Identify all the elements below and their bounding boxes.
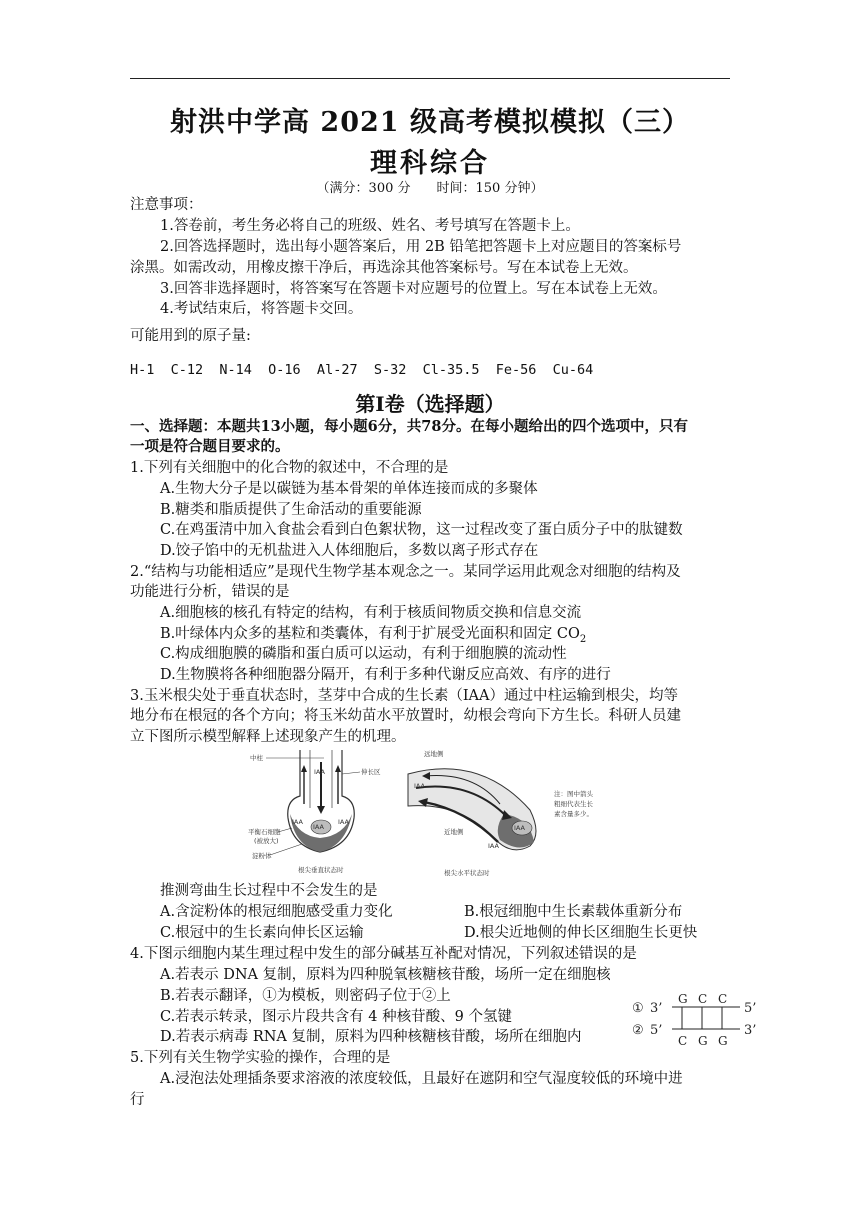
q3-stem-c: 立下图所示模型解释上述现象产生的机理。 bbox=[130, 729, 406, 745]
strand1-base-2: C bbox=[698, 992, 708, 1006]
strand1-base-3: C bbox=[718, 992, 728, 1006]
strand1-left-end: 3’ bbox=[650, 1001, 663, 1016]
q3-stem-b: 地分布在根冠的各个方向；将玉米幼苗水平放置时，幼根会弯向下方生长。科研人员建 bbox=[130, 708, 681, 724]
base-pairing-diagram bbox=[632, 990, 768, 1046]
label-pinghengshi: 平衡石细胞 bbox=[248, 828, 281, 836]
exam-title: 射洪中学高 2021 级高考模拟模拟（三） bbox=[170, 107, 690, 138]
root-horizontal-diagram bbox=[408, 749, 594, 877]
exam-info: （满分：300 分 时间：150 分钟） bbox=[316, 181, 544, 196]
strand2-right-end: 3’ bbox=[744, 1023, 757, 1038]
atomic-heading: 可能用到的原子量: bbox=[130, 328, 251, 344]
label-iaa-tip: IAA bbox=[514, 824, 525, 832]
q3-option-c: C.根冠中的生长素向伸长区运输 bbox=[160, 925, 364, 941]
q1-option-d: D.饺子馅中的无机盐进入人体细胞后，多数以离子形式存在 bbox=[160, 543, 539, 559]
label-zhongzhu: 中柱 bbox=[250, 754, 263, 762]
notes-heading: 注意事项： bbox=[130, 197, 203, 213]
label-iaa-lower: IAA bbox=[488, 842, 499, 850]
q3-option-d: D.根尖近地侧的伸长区细胞生长更快 bbox=[464, 925, 698, 941]
q4-option-a: A.若表示 DNA 复制，原料为四种脱氧核糖核苷酸，场所一定在细胞核 bbox=[160, 967, 611, 983]
label-iaa-upper: IAA bbox=[414, 782, 425, 790]
atomic-masses: H-1 C-12 N-14 O-16 Al-27 S-32 Cl-35.5 Fe-56 Cu-64 bbox=[130, 362, 594, 378]
strand2-label: ② bbox=[632, 1023, 644, 1038]
section-title: 第Ⅰ卷（选择题） bbox=[355, 392, 505, 416]
root-iaa-figure bbox=[248, 748, 618, 880]
q1-stem: 1.下列有关细胞中的化合物的叙述中，不合理的是 bbox=[130, 460, 449, 476]
q2-option-d: D.生物膜将各种细胞器分隔开，有利于多种代谢反应高效、有序的进行 bbox=[160, 667, 611, 683]
label-fangda: (被放大) bbox=[254, 837, 279, 845]
q2-option-b-text: B.叶绿体内众多的基粒和类囊体，有利于扩展受光面积和固定 CO bbox=[160, 626, 580, 642]
q5-stem: 5.下列有关生物学实验的操作，合理的是 bbox=[130, 1050, 391, 1066]
label-iaa-center: IAA bbox=[313, 823, 324, 831]
caption-vertical: 根尖垂直状态时 bbox=[298, 866, 344, 874]
q3-stem-a: 3.玉米根尖处于垂直状态时，茎芽中合成的生长素（IAA）通过中柱运输到根尖，均等 bbox=[130, 688, 679, 704]
strand1-right-end: 5’ bbox=[744, 1001, 757, 1016]
strand2-base-1: C bbox=[678, 1034, 688, 1046]
section-intro-a: 一、选择题：本题共13小题，每小题6分，共78分。在每小题给出的四个选项中，只有 bbox=[130, 418, 688, 435]
strand2-left-end: 5’ bbox=[650, 1023, 663, 1038]
q5-option-a-line2: 行 bbox=[130, 1092, 145, 1108]
q2-stem-b: 功能进行分析，错误的是 bbox=[130, 584, 290, 600]
strand1-label: ① bbox=[632, 1001, 644, 1016]
note-2b: 涂黑。如需改动，用橡皮擦干净后，再选涂其他答案标号。写在本试卷上无效。 bbox=[130, 260, 638, 276]
label-iaa-top: IAA bbox=[314, 768, 325, 776]
label-iaa-left: IAA bbox=[292, 818, 303, 826]
q4-option-d: D.若表示病毒 RNA 复制，原料为四种核糖核苷酸，场所在细胞内 bbox=[160, 1029, 582, 1045]
note-line-1: 注：图中箭头 bbox=[554, 790, 593, 798]
header-rule bbox=[130, 78, 730, 79]
q2-option-c: C.构成细胞膜的磷脂和蛋白质可以运动，有利于细胞膜的流动性 bbox=[160, 646, 567, 662]
label-jindice: 近地侧 bbox=[444, 828, 464, 836]
caption-horizontal: 根尖水平状态时 bbox=[444, 869, 490, 877]
section-intro-b: 一项是符合题目要求的。 bbox=[130, 438, 290, 455]
q1-option-b: B.糖类和脂质提供了生命活动的重要能源 bbox=[160, 502, 422, 518]
q1-option-c: C.在鸡蛋清中加入食盐会看到白色絮状物，这一过程改变了蛋白质分子中的肽键数 bbox=[160, 522, 683, 538]
note-1: 1.答卷前，考生务必将自己的班级、姓名、考号填写在答题卡上。 bbox=[160, 218, 580, 234]
note-4: 4.考试结束后，将答题卡交回。 bbox=[160, 301, 363, 317]
q3-option-a: A.含淀粉体的根冠细胞感受重力变化 bbox=[160, 904, 393, 920]
q4-option-b: B.若表示翻译，①为模板，则密码子位于②上 bbox=[160, 988, 451, 1004]
label-iaa-right: IAA bbox=[338, 818, 349, 826]
label-shenchangqu: 伸长区 bbox=[361, 768, 381, 776]
q1-option-a: A.生物大分子是以碳链为基本骨架的单体连接而成的多聚体 bbox=[160, 481, 538, 497]
note-3: 3.回答非选择题时，将答案写在答题卡对应题号的位置上。写在本试卷上无效。 bbox=[160, 281, 667, 297]
exam-subject: 理科综合 bbox=[370, 148, 490, 179]
q4-option-c: C.若表示转录，图示片段共含有 4 种核苷酸、9 个氢键 bbox=[160, 1009, 512, 1025]
strand1-base-1: G bbox=[678, 992, 688, 1006]
label-yuandice: 远地侧 bbox=[424, 750, 444, 758]
strand2-base-3: G bbox=[718, 1034, 728, 1046]
q3-prompt: 推测弯曲生长过程中不会发生的是 bbox=[160, 883, 378, 899]
q2-option-a: A.细胞核的核孔有特定的结构，有利于核质间物质交换和信息交流 bbox=[160, 605, 582, 621]
note-line-2: 粗细代表生长 bbox=[554, 800, 593, 808]
note-line-3: 素含量多少。 bbox=[554, 810, 593, 818]
q2-stem-a: 2.“结构与功能相适应”是现代生物学基本观念之一。某同学运用此观念对细胞的结构及 bbox=[130, 564, 681, 580]
strand2-base-2: G bbox=[698, 1034, 708, 1046]
note-2a: 2.回答选择题时，选出每小题答案后，用 2B 铅笔把答题卡上对应题目的答案标号 bbox=[160, 239, 682, 255]
q4-stem: 4.下图示细胞内某生理过程中发生的部分碱基互补配对情况，下列叙述错误的是 bbox=[130, 946, 637, 962]
q5-option-a-line1: A.浸泡法处理插条要求溶液的浓度较低，且最好在遮阴和空气湿度较低的环境中进 bbox=[160, 1071, 683, 1087]
q2-option-b-subscript: 2 bbox=[579, 633, 587, 645]
q3-option-b: B.根冠细胞中生长素载体重新分布 bbox=[464, 904, 683, 920]
label-dianfenti: 淀粉体 bbox=[252, 852, 272, 860]
root-vertical-diagram bbox=[248, 750, 381, 874]
